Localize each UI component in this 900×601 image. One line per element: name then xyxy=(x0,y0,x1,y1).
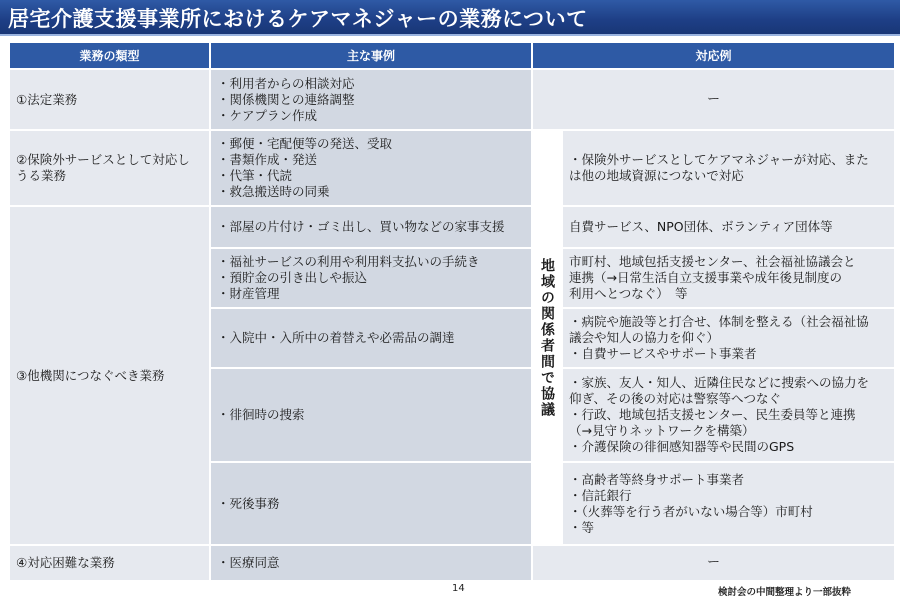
page-number: 14 xyxy=(452,583,465,594)
row1-response: ー xyxy=(533,70,894,129)
row2-type: ②保険外サービスとして対応し うる業務 xyxy=(10,131,209,205)
title-bar xyxy=(0,0,900,36)
row3-sub3-response: ・病院や施設等と打合せ、体制を整える（社会福祉協 議会や知人の協力を仰ぐ） ・自費サービスやサポート事業者 xyxy=(563,309,894,367)
source-note: 検討会の中間整理より一部抜粋 xyxy=(718,587,852,598)
row1-examples: ・利用者からの相談対応 ・関係機関との連絡調整 ・ケアプラン作成 xyxy=(211,70,531,129)
row1-type: ①法定業務 xyxy=(10,70,209,129)
row3-sub5-response: ・高齢者等終身サポート事業者 ・信託銀行 ・（火葬等を行う者がいない場合等）市町村 ・等 xyxy=(563,463,894,544)
header-examples: 主な事例 xyxy=(211,43,531,68)
row3-sub1-response: 自費サービス、NPO団体、ボランティア団体等 xyxy=(563,207,894,247)
row2-examples: ・郵便・宅配便等の発送、受取 ・書類作成・発送 ・代筆・代読 ・救急搬送時の同乗 xyxy=(211,131,531,205)
page-title: 居宅介護支援事業所におけるケアマネジャーの業務について xyxy=(8,7,588,31)
row2-response: ・保険外サービスとしてケアマネジャーが対応、また は他の地域資源につないで対応 xyxy=(563,131,894,205)
row4-type: ④対応困難な業務 xyxy=(10,546,209,580)
row3-sub3-example: ・入院中・入所中の着替えや必需品の調達 xyxy=(211,309,531,367)
row4-examples: ・医療同意 xyxy=(211,546,531,580)
vertical-label-column xyxy=(533,131,561,544)
header-type: 業務の類型 xyxy=(10,43,209,68)
row3-type: ③他機関につなぐべき業務 xyxy=(10,207,209,544)
row4-response: ー xyxy=(533,546,894,580)
header-response: 対応例 xyxy=(533,43,894,68)
row3-sub2-example: ・福祉サービスの利用や利用料支払いの手続き ・預貯金の引き出しや振込 ・財産管理 xyxy=(211,249,531,307)
title-underline xyxy=(0,34,900,36)
vertical-label: 地域の関係者間で協議 xyxy=(539,257,555,418)
row3-sub5-example: ・死後事務 xyxy=(211,463,531,544)
row3-sub2-response: 市町村、地域包括支援センター、社会福祉協議会と 連携（→日常生活自立支援事業や成年後見制度の 利用へとつなぐ） 等 xyxy=(563,249,894,307)
row3-sub4-response: ・家族、友人・知人、近隣住民などに捜索への協力を 仰ぎ、その後の対応は警察等へつなぐ ・行政、地域包括支援センター、民生委員等と連携 （→見守りネットワークを構築） ・介護保険の徘徊感知器等や民間のGPS xyxy=(563,369,894,461)
row3-sub1-example: ・部屋の片付け・ゴミ出し、買い物などの家事支援 xyxy=(211,207,531,247)
row3-sub4-example: ・徘徊時の捜索 xyxy=(211,369,531,461)
